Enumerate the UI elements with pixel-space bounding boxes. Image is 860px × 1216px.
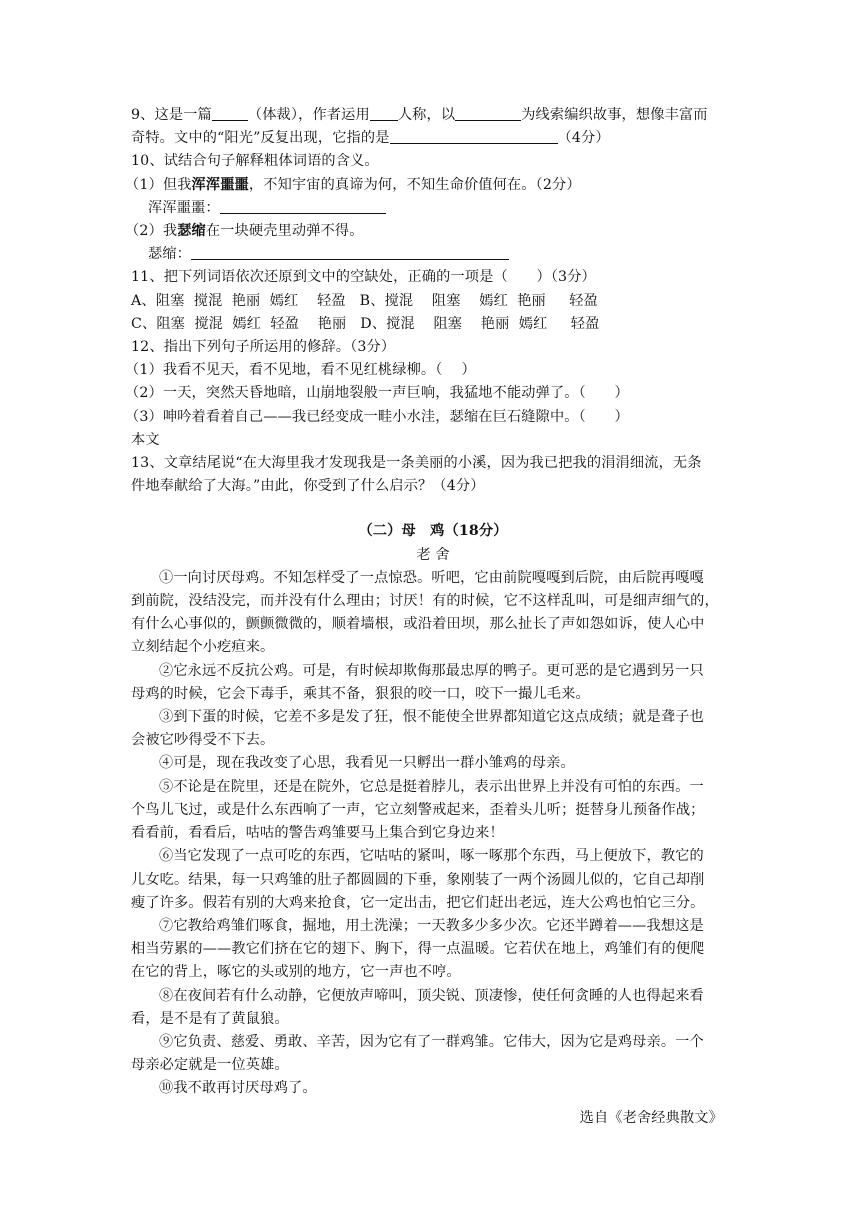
essay-line: 在它的背上，啄它的头或别的地方，它一声也不哼。 [131,964,461,981]
question-12-sentence-3: （3）呻吟着看着自己——我已经变成一畦小水洼，瑟缩在巨石缝隙中。（ ） [125,408,629,425]
genre-blank[interactable] [212,105,248,121]
question-12-tail: 本文 [131,431,160,448]
essay-line: 个鸟儿飞过，或是什么东西响了一声，它立刻警戒起来，歪着头儿听；挺替身儿预备作战； [131,801,705,818]
essay-line: ①一向讨厌母鸡。不知怎样受了一点惊恐。听吧，它由前院嘎嘎到后院，由后院再嘎嘎 [159,569,704,586]
section-2-author: 老 舍 [416,546,450,563]
essay-line: ②它永远不反抗公鸡。可是，有时候却欺侮那最忠厚的鸭子。更可恶的是它遇到另一只 [159,662,704,679]
q10-answer-1-label: 浑浑噩噩： [148,199,220,216]
q9-text-5: 奇特。文中的“阳光”反复出现，它指的是 [131,130,390,147]
q9-text-4: 为线索编织故事，想像丰富而 [521,107,708,123]
q9-text-1: 9、这是一篇 [131,107,212,123]
essay-line: 母鸡的时候，它会下毒手，乘其不备，狠狠的咬一口，咬下一撮儿毛来。 [131,685,590,702]
section-2-title: （二）母 鸡（18分） [358,523,508,540]
essay-line: ⑨它负责、慈爱、勇敢、辛苦，因为它有了一群鸡雏。它伟大，因为它是鸡母亲。一个 [159,1033,704,1050]
q10-s1-suffix: ，不知宇宙的真谛为何，不知生命价值何在。（2分） [248,176,581,193]
question-9-line-1 [131,104,735,127]
q10-s1-bold-word: 浑浑噩噩 [191,176,249,193]
essay-source: 选自《老舍经典散文》 [579,1109,723,1126]
essay-line: 有什么心事似的，颤颤微微的，顺着墙根，或沿着田坝，那么扯长了声如怨如诉，使人心中 [131,616,705,633]
question-13-line-2: 件地奉献给了大海。”由此，你受到了什么启示？（4分） [131,478,485,495]
q10-s2-suffix: 在一块硬壳里动弹不得。 [205,223,364,240]
q9-points: （4分） [557,130,610,147]
essay-line: ⑩我不敢再讨厌母鸡了。 [159,1080,317,1097]
essay-line: 儿女吃。结果，每一只鸡雏的肚子都圆圆的下垂，象刚装了一两个汤圆儿似的，它自己却削 [131,871,705,888]
question-11-options-ab: A、阻塞 搅混 艳丽 嫣红 轻盈 B、搅混 阻塞 嫣红 艳丽 轻盈 [131,292,598,309]
q9-text-2: （体裁），作者运用 [247,107,370,123]
question-12-sentence-2: （2）一天，突然天昏地暗，山崩地裂般一声巨响，我猛地不能动弹了。（ ） [125,385,629,402]
essay-line: ⑧在夜间若有什么动静，它便放声啼叫，顶尖锐、顶凄惨，使任何贪睡的人也得起来看 [159,987,704,1004]
question-11-options-cd: C、阻塞 搅混 嫣红 轻盈 艳丽 D、搅混 阻塞 艳丽 嫣红 轻盈 [131,315,600,332]
question-10-answer-1 [131,197,735,220]
q10-s2-bold-word: 瑟缩 [177,223,206,240]
exam-page [125,104,735,1130]
essay-line: ⑦它教给鸡雏们啄食，掘地，用土洗澡；一天教多少多少次。它还半蹲着——我想这是 [159,917,704,934]
q10-s2-prefix: （2）我 [125,223,178,240]
essay-line: 到前院，没结没完，而并没有什么理由；讨厌！有的时候，它不这样乱叫，可是细声细气的， [131,593,719,610]
clue-blank[interactable] [455,105,521,121]
q10-answer-2-label: 瑟缩： [148,246,192,263]
q10-s1-prefix: （1）但我 [125,176,192,193]
sunlight-meaning-blank[interactable] [390,128,558,144]
question-9-line-2 [131,127,735,150]
essay-line: ④可是，现在我改变了心思，我看见一只孵出一群小雏鸡的母亲。 [159,755,575,772]
question-11-stem: 11、把下列词语依次还原到文中的空缺处，正确的一项是（ ）（3分） [131,269,596,286]
question-12-stem: 12、指出下列句子所运用的修辞。（3分） [131,339,396,356]
q9-text-3: 人称，以 [397,107,456,123]
question-10-stem: 10、试结合句子解释粗体词语的含义。 [131,153,379,170]
question-12-sentence-1: （1）我看不见天，看不见地，看不见红桃绿柳。（ ） [125,362,476,379]
q10-answer-1-blank[interactable] [220,198,386,214]
essay-line: 会被它吵得受不下去。 [131,732,275,749]
essay-line: 立刻结起个小疙疸来。 [131,639,275,656]
essay-line: ⑤不论是在院里，还是在院外，它总是挺着脖儿，表示出世界上并没有可怕的东西。一 [159,778,704,795]
person-blank[interactable] [370,105,398,121]
essay-line: 相当劳累的——教它们挤在它的翅下、胸下，得一点温暖。它若伏在地上，鸡雏们有的便爬 [131,941,705,958]
question-10-sentence-2 [125,220,735,243]
essay-line: ⑥当它发现了一点可吃的东西，它咕咕的紧叫，啄一啄那个东西，马上便放下，教它的 [159,848,704,865]
essay-line: ③到下蛋的时候，它差不多是发了狂，恨不能使全世界都知道它这点成绩；就是聋子也 [159,709,704,726]
essay-line: 瘦了许多。假若有别的大鸡来抢食，它一定出击，把它们赶出老远，连大公鸡也怕它三分。 [131,894,705,911]
essay-body [131,567,735,1101]
question-13-line-1: 13、文章结尾说“在大海里我才发现我是一条美丽的小溪，因为我已把我的涓涓细流，无条 [131,455,702,472]
essay-line: 母亲必定就是一位英雄。 [131,1057,289,1074]
question-10-answer-2 [131,243,735,266]
question-10-sentence-1 [125,174,735,197]
q10-answer-2-blank[interactable] [191,244,509,260]
essay-line: 看看前，看看后，咕咕的警告鸡雏要马上集合到它身边来！ [131,825,504,842]
essay-line: 看，是不是有了黄鼠狼。 [131,1010,289,1027]
